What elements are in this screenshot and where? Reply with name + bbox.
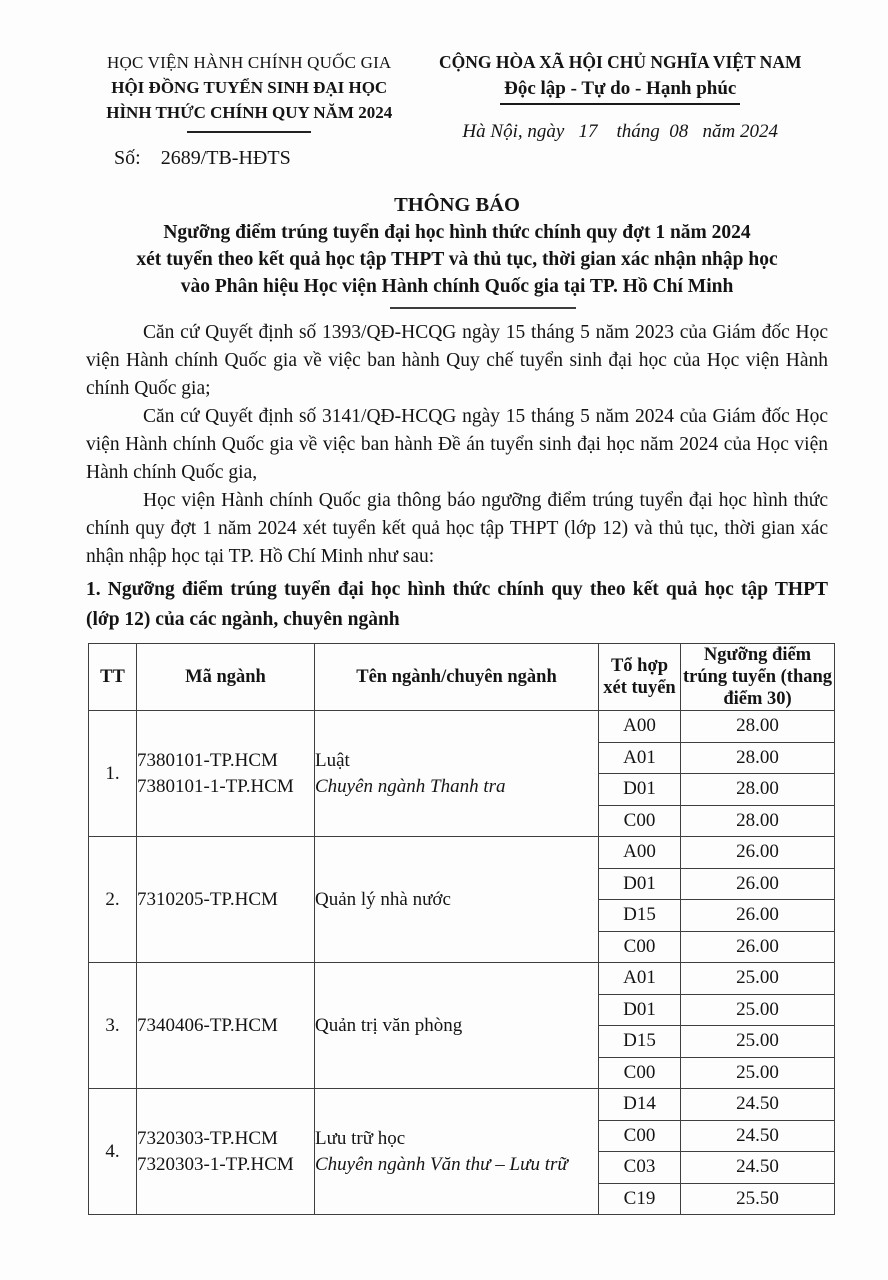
- admission-score-table: [88, 643, 835, 1215]
- cell-exam-combo: C19: [599, 1183, 681, 1215]
- cell-major-name: [315, 1089, 599, 1215]
- council-name-line2: HÌNH THỨC CHÍNH QUY NĂM 2024: [106, 103, 393, 122]
- cell-exam-combo: A00: [599, 711, 681, 743]
- cell-cutoff-score: 26.00: [681, 837, 835, 869]
- admission-table-head: [89, 644, 835, 711]
- cell-row-number: 1.: [89, 711, 137, 837]
- major-code-line: 7320303-1-TP.HCM: [137, 1153, 294, 1175]
- major-name-line: Lưu trữ học: [315, 1127, 406, 1149]
- cell-exam-combo: D01: [599, 774, 681, 806]
- document-subtitle-line2: xét tuyển theo kết quả học tập THPT và thủ tục, thời gian xác nhận nhập học: [136, 249, 778, 270]
- cell-exam-combo: D14: [599, 1089, 681, 1121]
- legal-basis-paragraph-1: Căn cứ Quyết định số 1393/QĐ-HCQG ngày 15 tháng 5 năm 2023 của Giám đốc Học viện Hành chính Quốc gia về việc ban hành Quy chế tuyển sinh đại học của Học viện Hành chính Quốc gia;: [86, 322, 828, 399]
- cell-cutoff-score: 25.00: [681, 963, 835, 995]
- specialization-line: Chuyên ngành Thanh tra: [315, 775, 506, 797]
- section-1-heading: 1. Ngưỡng điểm trúng tuyển đại học hình thức chính quy theo kết quả học tập THPT (lớp 12) của các ngành, chuyên ngành: [86, 579, 828, 630]
- cell-exam-combo: C00: [599, 931, 681, 963]
- document-body: [86, 319, 828, 635]
- col-header-ten-nganh: Tên ngành/chuyên ngành: [315, 644, 599, 711]
- cell-cutoff-score: 24.50: [681, 1089, 835, 1121]
- cell-cutoff-score: 28.00: [681, 774, 835, 806]
- document-header: [86, 50, 828, 170]
- table-row: [89, 711, 835, 743]
- cell-major-code: [137, 963, 315, 1089]
- cell-cutoff-score: 26.00: [681, 931, 835, 963]
- document-subtitle-line3: vào Phân hiệu Học viện Hành chính Quốc gia tại TP. Hồ Chí Minh: [180, 276, 734, 297]
- header-divider-rule: [187, 131, 311, 133]
- cell-exam-combo: C00: [599, 805, 681, 837]
- council-name: HỘI ĐỒNG TUYỂN SINH ĐẠI HỌC: [111, 78, 388, 97]
- cell-major-name: [315, 837, 599, 963]
- national-header-block: [412, 50, 828, 170]
- major-code-line: 7320303-TP.HCM: [137, 1127, 278, 1149]
- col-header-to-hop: Tổ hợp xét tuyển: [599, 644, 681, 711]
- date-line: Hà Nội, ngày 17 tháng 08 năm 2024: [462, 121, 779, 142]
- cell-major-name: [315, 963, 599, 1089]
- cell-row-number: 4.: [89, 1089, 137, 1215]
- legal-basis-paragraph-2: Căn cứ Quyết định số 3141/QĐ-HCQG ngày 15 tháng 5 năm 2024 của Giám đốc Học viện Hành chính Quốc gia về việc ban hành Đề án tuyển sinh đại học năm 2024 của Học viện Hành chính Quốc gia,: [86, 406, 828, 483]
- major-code-line: 7380101-1-TP.HCM: [137, 775, 294, 797]
- authority-name: HỌC VIỆN HÀNH CHÍNH QUỐC GIA: [107, 53, 392, 72]
- document-number-label: Số:: [114, 147, 141, 169]
- cell-exam-combo: A00: [599, 837, 681, 869]
- cell-exam-combo: A01: [599, 963, 681, 995]
- cell-exam-combo: A01: [599, 742, 681, 774]
- table-header-row: [89, 644, 835, 711]
- major-code-line: 7380101-TP.HCM: [137, 749, 278, 771]
- cell-cutoff-score: 25.50: [681, 1183, 835, 1215]
- col-header-tt: TT: [89, 644, 137, 711]
- cell-major-code: [137, 711, 315, 837]
- specialization-line: Chuyên ngành Văn thư – Lưu trữ: [315, 1153, 568, 1175]
- major-code-line: 7340406-TP.HCM: [137, 1014, 278, 1036]
- major-name-line: Quản trị văn phòng: [315, 1014, 463, 1036]
- admission-table-body: [89, 711, 835, 1215]
- table-row: [89, 837, 835, 869]
- cell-cutoff-score: 25.00: [681, 1026, 835, 1058]
- cell-exam-combo: D15: [599, 1026, 681, 1058]
- document-title-block: [86, 192, 828, 309]
- document-number-line: [114, 147, 412, 170]
- cell-row-number: 3.: [89, 963, 137, 1089]
- cell-cutoff-score: 28.00: [681, 805, 835, 837]
- cell-cutoff-score: 25.00: [681, 994, 835, 1026]
- col-header-ma-nganh: Mã ngành: [137, 644, 315, 711]
- cell-major-code: [137, 1089, 315, 1215]
- cell-exam-combo: D01: [599, 994, 681, 1026]
- major-name-line: Luật: [315, 749, 350, 771]
- country-name: CỘNG HÒA XÃ HỘI CHỦ NGHĨA VIỆT NAM: [438, 52, 802, 72]
- cell-cutoff-score: 26.00: [681, 868, 835, 900]
- major-code-line: 7310205-TP.HCM: [137, 888, 278, 910]
- document-subtitle-line1: Ngưỡng điểm trúng tuyển đại học hình thức chính quy đợt 1 năm 2024: [163, 222, 751, 243]
- major-name-line: Quản lý nhà nước: [315, 888, 451, 910]
- cell-cutoff-score: 28.00: [681, 742, 835, 774]
- cell-cutoff-score: 25.00: [681, 1057, 835, 1089]
- national-motto: Độc lập - Tự do - Hạnh phúc: [500, 77, 740, 105]
- cell-cutoff-score: 24.50: [681, 1152, 835, 1184]
- cell-row-number: 2.: [89, 837, 137, 963]
- document-number-value: 2689/TB-HĐTS: [160, 147, 291, 169]
- table-row: [89, 963, 835, 995]
- cell-cutoff-score: 24.50: [681, 1120, 835, 1152]
- table-row: [89, 1089, 835, 1121]
- issuing-authority-block: [86, 50, 412, 170]
- title-divider-rule: [390, 307, 576, 309]
- cell-exam-combo: C03: [599, 1152, 681, 1184]
- announcement-paragraph: Học viện Hành chính Quốc gia thông báo ngưỡng điểm trúng tuyển đại học hình thức chính quy đợt 1 năm 2024 xét tuyển kết quả học tập THPT (lớp 12) và thủ tục, thời gian xác nhận nhập học tại TP. Hồ Chí Minh như sau:: [86, 490, 828, 567]
- cell-cutoff-score: 26.00: [681, 900, 835, 932]
- document-title: THÔNG BÁO: [394, 194, 520, 216]
- cell-exam-combo: C00: [599, 1120, 681, 1152]
- cell-major-name: [315, 711, 599, 837]
- col-header-nguong-diem: Ngưỡng điểm trúng tuyển (thang điểm 30): [681, 644, 835, 711]
- cell-exam-combo: D15: [599, 900, 681, 932]
- cell-exam-combo: D01: [599, 868, 681, 900]
- cell-exam-combo: C00: [599, 1057, 681, 1089]
- cell-major-code: [137, 837, 315, 963]
- cell-cutoff-score: 28.00: [681, 711, 835, 743]
